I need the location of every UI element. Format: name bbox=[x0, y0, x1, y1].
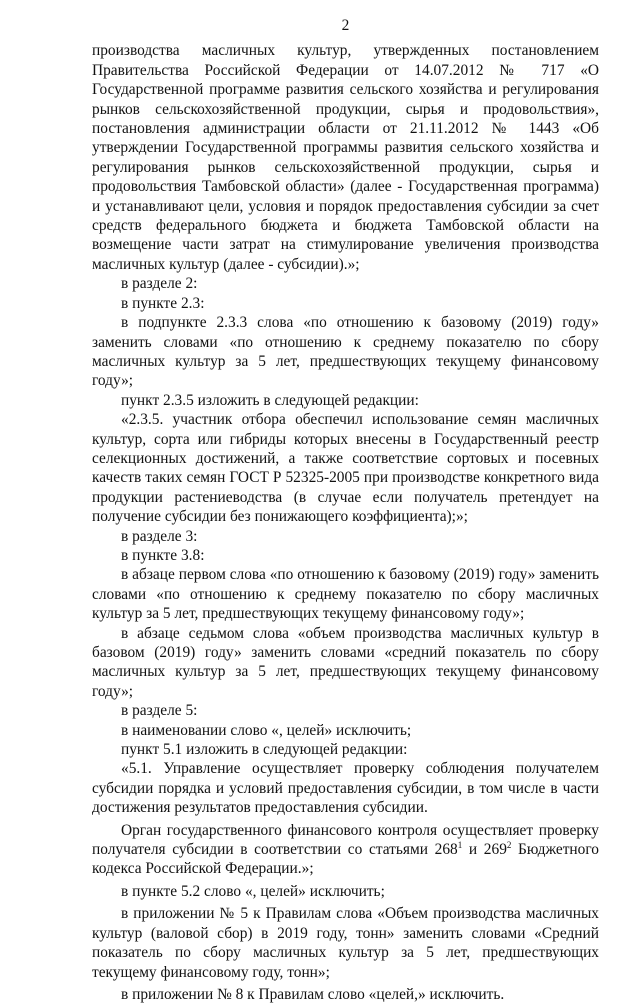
paragraph-item-5-1-text: «5.1. Управление осуществляет проверку соблюдения получателем субсидии порядка и условий предоставления субсидии, в том числе в части достижения результатов предоставления субсидии. bbox=[92, 760, 599, 817]
page-number: 2 bbox=[341, 17, 350, 34]
financial-control-text-middle: и 269 bbox=[462, 841, 507, 859]
superscript-2: 2 bbox=[506, 840, 512, 851]
paragraph-section-5: в разделе 5: bbox=[121, 702, 198, 720]
paragraph-item-5-2: в пункте 5.2 слово «, целей» исключить; bbox=[121, 882, 385, 900]
paragraph-item-2-3: в пункте 2.3: bbox=[121, 294, 205, 312]
paragraph-section-3: в разделе 3: bbox=[121, 527, 198, 545]
paragraph-first-abzac: в абзаце первом слова «по отношению к базовому (2019) году» заменить словами «по отношению к среднему показателю по сбору масличных культур за 5 лет, предшествующих текущему финансовому году»; bbox=[92, 566, 599, 623]
paragraph-appendix-8: в приложении № 8 к Правилам слово «целей,» исключить. bbox=[121, 985, 505, 1003]
financial-control-text-before: Орган государственного финансового контроля осуществляет проверку получателя субсидии в соответствии со статьями 268 bbox=[92, 821, 599, 859]
paragraph-intro: производства масличных культур, утвержденных постановлением Правительства Российской Федерации от 14.07.2012 № 717 «О Государственной программе развития сельского хозяйства и регулирования рынков сельскохозяйственной продукции, сырья и продовольствия», постановления администрации области от 21.11.2012 № 1443 «Об утверждении Государственной программы развития сельского хозяйства и регулирования рынков сельскохозяйственной продукции, сырья и продовольствия Тамбовской области» (далее - Государственная программа) и устанавливают цели, условия и порядок предоставления субсидии за счет средств федерального бюджета и бюджета Тамбовской области на возмещение части затрат на стимулирование увеличения производства масличных культур (далее - субсидии).»; bbox=[92, 42, 599, 273]
paragraph-appendix-5: в приложении № 5 к Правилам слова «Объем производства масличных культур (валовой сбор) в 2019 году, тонн» заменить словами «Средний показатель по сбору масличных культур за 5 лет, предшествующих текущему финансовому году, тонн»; bbox=[92, 905, 599, 981]
paragraph-section-2: в разделе 2: bbox=[121, 275, 198, 293]
financial-control-text-after: Бюджетного кодекса Российской Федерации.»; bbox=[92, 841, 599, 878]
document-page bbox=[92, 16, 599, 1004]
paragraph-title-change: в наименовании слово «, целей» исключить; bbox=[121, 721, 412, 739]
superscript-1: 1 bbox=[457, 840, 463, 851]
paragraph-financial-control bbox=[92, 821, 599, 879]
paragraph-seventh-abzac: в абзаце седьмом слова «объем производства масличных культур в базовом (2019) году» заменить словами «средний показатель по сбору масличных культур за 5 лет, предшествующих текущему финансовому году»; bbox=[92, 624, 599, 700]
paragraph-item-2-3-5-heading: пункт 2.3.5 изложить в следующей редакции: bbox=[121, 391, 419, 409]
paragraph-subitem-2-3-3: в подпункте 2.3.3 слова «по отношению к базовому (2019) году» заменить словами «по отношению к среднему показателю по сбору масличных культур за 5 лет, предшествующих текущему финансовому году»; bbox=[92, 314, 599, 390]
paragraph-item-5-1-heading: пункт 5.1 изложить в следующей редакции: bbox=[121, 741, 408, 759]
paragraph-item-3-8: в пункте 3.8: bbox=[121, 546, 205, 564]
paragraph-item-2-3-5-text: «2.3.5. участник отбора обеспечил использование семян масличных культур, сорта или гибриды которых внесены в Государственный реестр селекционных достижений, а также соответствие сортовых и посевных качеств таких семян ГОСТ Р 52325-2005 при производстве конкретного вида продукции растениеводства (в случае если получатель претендует на получение субсидии без понижающего коэффициента);»; bbox=[92, 411, 599, 526]
